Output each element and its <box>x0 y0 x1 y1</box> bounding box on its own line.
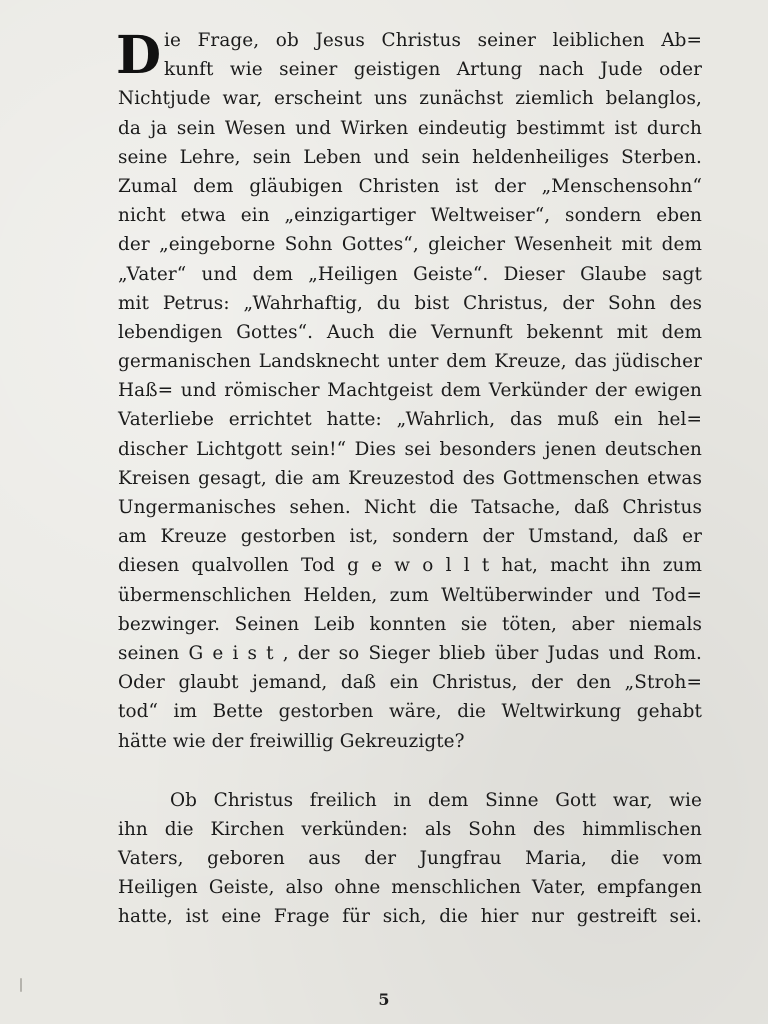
text-line: übermenschlichen Helden, zum Weltüberwinder und Tod= <box>118 584 702 606</box>
paragraph-gap <box>118 756 702 786</box>
text-line: diesen qualvollen Tod g e w o l l t hat, macht ihn zum <box>118 555 702 577</box>
text-line: Vaterliebe errichtet hatte: „Wahrlich, das muß ein hel= <box>118 409 702 431</box>
text-line: der „eingeborne Sohn Gottes“, gleicher Wesenheit mit dem <box>118 234 702 256</box>
text-line: germanischen Landsknecht unter dem Kreuze, das jüdischer <box>118 351 702 373</box>
drop-cap: D <box>116 25 162 86</box>
text-line: hätte wie der freiwillig Gekreuzigte? <box>118 730 465 752</box>
text-line: seine Lehre, sein Leben und sein heldenheiliges Sterben. <box>118 146 702 168</box>
text-line: ihn die Kirchen verkünden: als Sohn des himmlischen <box>118 818 702 840</box>
text-line: tod“ im Bette gestorben wäre, die Weltwirkung gehabt <box>118 701 702 723</box>
text-line: bezwinger. Seinen Leib konnten sie töten, aber niemals <box>118 613 702 635</box>
text-line: D ie Frage, ob Jesus Christus seiner leiblichen Ab= <box>116 25 702 86</box>
text-line: Vaters, geboren aus der Jungfrau Maria, die vom <box>118 848 702 870</box>
text-line: „Vater“ und dem „Heiligen Geiste“. Dieser Glaube sagt <box>118 263 702 285</box>
text-line: lebendigen Gottes“. Auch die Vernunft bekennt mit dem <box>118 321 702 343</box>
text-line: kunft wie seiner geistigen Artung nach Jude oder <box>164 59 702 81</box>
text-line: Heiligen Geiste, also ohne menschlichen Vater, empfangen <box>118 877 702 899</box>
text-line: Kreisen gesagt, die am Kreuzestod des Gottmenschen etwas <box>118 467 702 489</box>
text-line: Oder glaubt jemand, daß ein Christus, der den „Stroh= <box>118 672 702 694</box>
text-line: Haß= und römischer Machtgeist dem Verkünder der ewigen <box>118 380 702 402</box>
text-line: mit Petrus: „Wahrhaftig, du bist Christus, der Sohn des <box>118 292 702 314</box>
page-number: 5 <box>378 990 390 1009</box>
text-line: discher Lichtgott sein!“ Dies sei besonders jenen deutschen <box>118 438 702 460</box>
text-line: seinen G e i s t , der so Sieger blieb über Judas und Rom. <box>118 642 702 664</box>
paragraph-1 <box>118 26 702 756</box>
text-line: Nichtjude war, erscheint uns zunächst ziemlich belanglos, <box>118 88 702 110</box>
text-line: nicht etwa ein „einzigartiger Weltweiser“, sondern eben <box>118 205 702 227</box>
text-line: Ob Christus freilich in dem Sinne Gott war, wie <box>170 789 702 811</box>
text-line: am Kreuze gestorben ist, sondern der Umstand, daß er <box>118 526 702 548</box>
document-page <box>118 26 702 932</box>
text-line: Zumal dem gläubigen Christen ist der „Menschensohn“ <box>118 175 702 197</box>
text-line: hatte, ist eine Frage für sich, die hier nur gestreift sei. <box>118 906 702 928</box>
paragraph-2 <box>118 786 702 932</box>
text-line: da ja sein Wesen und Wirken eindeutig bestimmt ist durch <box>118 117 702 139</box>
text-line: Ungermanisches sehen. Nicht die Tatsache, daß Christus <box>118 497 702 518</box>
